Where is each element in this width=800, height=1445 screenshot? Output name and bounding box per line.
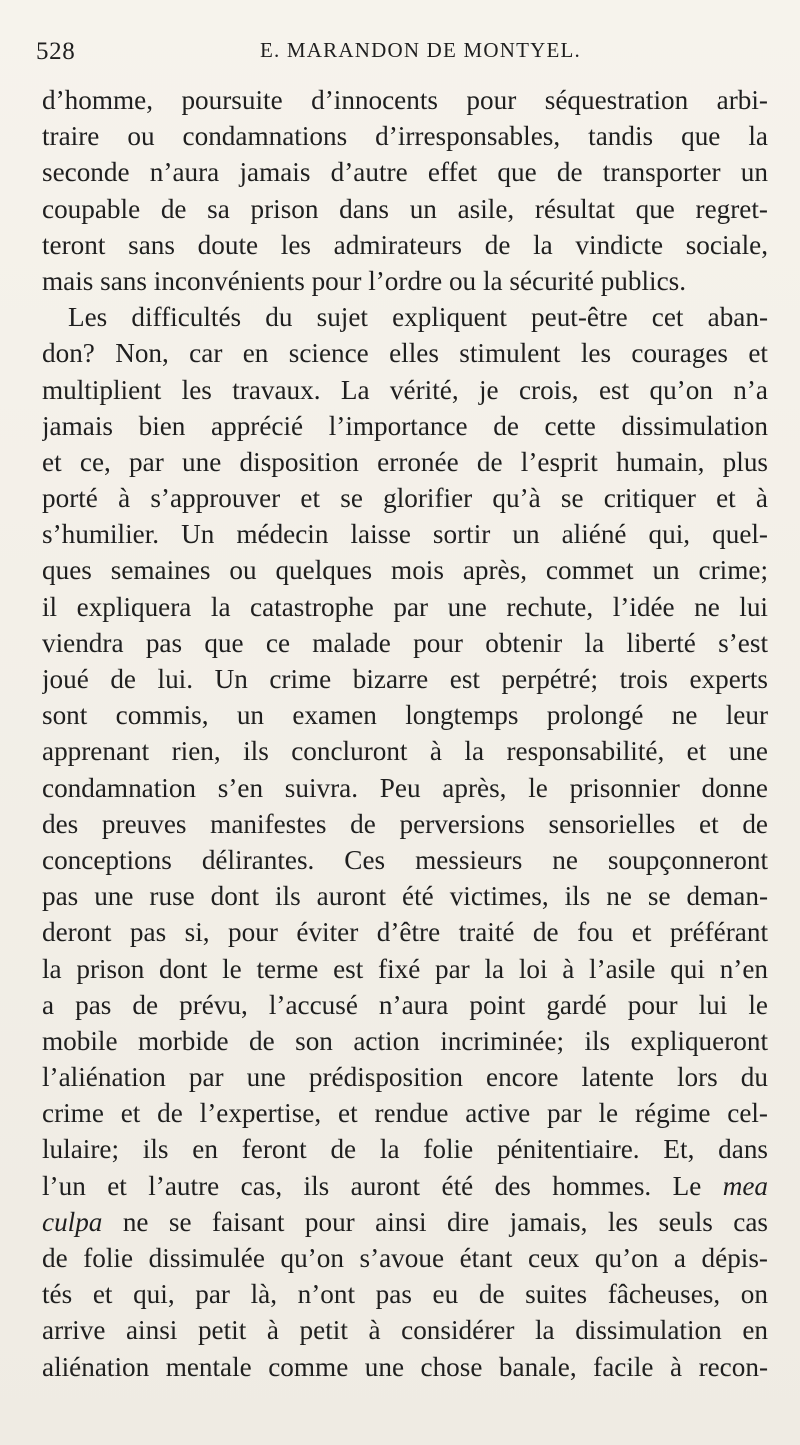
italic-word: culpa (42, 1206, 103, 1237)
text-segment: l’un et l’autre cas, ils auront été des hommes. Le (42, 1170, 702, 1201)
text-line: multiplient les travaux. La vérité, je crois, est qu’on n’a (42, 374, 768, 405)
text-line: teront sans doute les admirateurs de la vindicte sociale, (42, 229, 768, 260)
text-line: mobile morbide de son action incriminée; ils expliqueront (42, 1025, 768, 1056)
text-line: mais sans inconvénients pour l’ordre ou la sécurité publics. (42, 265, 687, 296)
text-line: arrive ainsi petit à petit à considérer la dissimulation en (42, 1315, 768, 1346)
text-line-with-italic-end (42, 1168, 768, 1204)
text-line: la prison dont le terme est fixé par la loi à l’asile qui n’en (42, 953, 768, 984)
text-line: il expliquera la catastrophe par une rechute, l’idée ne lui (42, 591, 768, 622)
text-line: crime et de l’expertise, et rendue active par le régime cel- (42, 1098, 768, 1129)
italic-word: mea (722, 1170, 768, 1201)
text-line: s’humilier. Un médecin laisse sortir un aliéné qui, quel- (42, 519, 768, 550)
text-line: traire ou condamnations d’irresponsables, tandis que la (42, 121, 768, 152)
text-line: coupable de sa prison dans un asile, résultat que regret- (42, 193, 768, 224)
running-header (36, 34, 768, 76)
text-line: jamais bien apprécié l’importance de cette dissimulation (42, 410, 768, 441)
text-line: des preuves manifestes de perversions sensorielles et de (42, 808, 768, 839)
text-line: lulaire; ils en feront de la folie pénitentiaire. Et, dans (42, 1134, 768, 1165)
text-line: condamnation s’en suivra. Peu après, le prisonnier donne (42, 772, 768, 803)
text-line: aliénation mentale comme une chose banale, facile à recon- (42, 1351, 768, 1382)
running-title: E. MARANDON DE MONTYEL. (260, 38, 581, 62)
text-line: l’aliénation par une prédisposition encore latente lors du (42, 1062, 768, 1093)
text-line: de folie dissimulée qu’on s’avoue étant ceux qu’on a dépis- (42, 1243, 768, 1273)
paragraph-start-line: Les difficultés du sujet expliquent peut-être cet aban- (68, 302, 768, 333)
text-segment: ne se faisant pour ainsi dire jamais, les seuls cas (102, 1206, 768, 1237)
text-line: a pas de prévu, l’accusé n’aura point gardé pour lui le (42, 989, 768, 1020)
text-line: deront pas si, pour éviter d’être traité de fou et préférant (42, 917, 768, 948)
text-line: sont commis, un examen longtemps prolongé ne leur (42, 700, 768, 731)
text-line: viendra pas que ce malade pour obtenir la liberté s’est (42, 627, 768, 658)
text-line: d’homme, poursuite d’innocents pour séquestration arbi- (42, 85, 768, 115)
text-line: seconde n’aura jamais d’autre effet que de transporter un (42, 157, 768, 188)
page-number: 528 (36, 38, 76, 65)
text-line: conceptions délirantes. Ces messieurs ne soupçonneront (42, 844, 768, 875)
text-line: joué de lui. Un crime bizarre est perpétré; trois experts (42, 664, 768, 694)
text-line: tés et qui, par là, n’ont pas eu de suites fâcheuses, on (42, 1279, 768, 1310)
body-text (42, 82, 768, 1385)
text-line: et ce, par une disposition erronée de l’esprit humain, plus (42, 446, 768, 477)
text-line: ques semaines ou quelques mois après, commet un crime; (42, 555, 768, 586)
text-line: porté à s’approuver et se glorifier qu’à se critiquer et à (42, 483, 768, 514)
text-line-with-italic-start (42, 1204, 768, 1240)
text-line: pas une ruse dont ils auront été victimes, ils ne se deman- (42, 881, 768, 912)
text-line: apprenant rien, ils concluront à la responsabilité, et une (42, 736, 768, 767)
text-line: don? Non, car en science elles stimulent les courages et (42, 338, 768, 369)
